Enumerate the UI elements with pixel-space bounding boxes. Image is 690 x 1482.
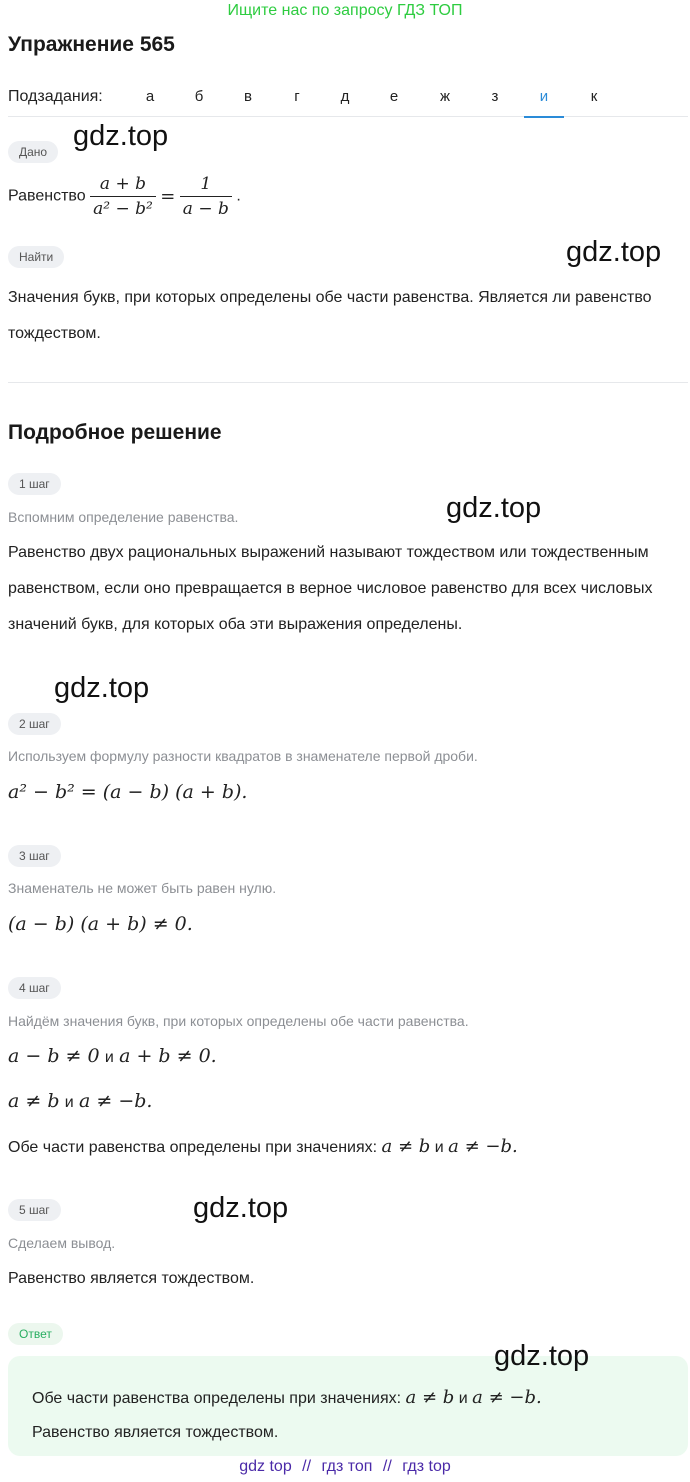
fraction-right [180, 172, 232, 221]
conj-and: и [104, 1049, 114, 1066]
footer-link-3[interactable]: гдз top [402, 1458, 451, 1475]
conj-and: и [64, 1094, 74, 1111]
answer-text: Обе части равенства определены при значениях: [32, 1390, 402, 1407]
footer-sep-1: // [302, 1458, 312, 1475]
tab-z[interactable]: з [491, 88, 499, 105]
answer-line-1 [32, 1387, 542, 1408]
conj-and: и [458, 1390, 468, 1407]
given-equation [8, 172, 241, 221]
step-4-hint: Найдём значения букв, при которых определены обе части равенства. [8, 1013, 469, 1029]
tab-e[interactable]: е [389, 88, 399, 105]
tab-g[interactable]: г [294, 88, 300, 105]
step-3-formula: (a − b) (a + b) ≠ 0. [8, 913, 193, 935]
find-text: Значения букв, при которых определены обе части равенства. Является ли равенство тождеством. [8, 289, 652, 342]
condition-1-b: a + b ≠ 0. [119, 1045, 217, 1067]
step-4-pill: 4 шаг [8, 977, 61, 999]
step-3-pill: 3 шаг [8, 845, 61, 867]
fraction-right-denominator: a − b [182, 199, 229, 219]
find-pill: Найти [8, 246, 64, 268]
step-5-text: Равенство является тождеством. [8, 1270, 255, 1287]
watermark: gdz.top [446, 492, 542, 524]
footer-links [0, 1458, 690, 1476]
conj-and: и [434, 1139, 444, 1156]
subtasks-label: Подзадания: [8, 88, 103, 105]
footer-link-2[interactable]: гдз топ [321, 1458, 373, 1475]
watermark: gdz.top [54, 672, 150, 704]
conclusion-text: Обе части равенства определены при значениях: [8, 1139, 378, 1156]
section-divider [8, 382, 688, 383]
watermark: gdz.top [73, 120, 169, 152]
given-prefix: Равенство [8, 187, 86, 205]
step-4-condition-1 [8, 1045, 217, 1068]
step-1-hint: Вспомним определение равенства. [8, 509, 239, 525]
answer-b: a ≠ −b. [472, 1387, 542, 1408]
step-1-pill: 1 шаг [8, 473, 61, 495]
step-2-hint: Используем формулу разности квадратов в знаменателе первой дроби. [8, 748, 478, 764]
tab-b[interactable]: б [194, 88, 204, 105]
fraction-left [90, 172, 156, 221]
tab-a[interactable]: а [145, 88, 155, 105]
tab-v[interactable]: в [244, 88, 252, 105]
condition-1-a: a − b ≠ 0 [8, 1045, 100, 1067]
step-5-pill: 5 шаг [8, 1199, 61, 1221]
watermark: gdz.top [193, 1192, 289, 1224]
step-4-condition-2 [8, 1090, 152, 1113]
answer-a: a ≠ b [405, 1387, 455, 1408]
page-title: Упражнение 565 [8, 33, 175, 56]
subtask-tabs [8, 86, 688, 117]
top-banner: Ищите нас по запросу ГДЗ ТОП [227, 2, 463, 19]
fraction-left-numerator: a + b [90, 172, 156, 197]
watermark: gdz.top [494, 1340, 590, 1372]
step-2-formula: a² − b² = (a − b) (a + b). [8, 781, 248, 803]
watermark: gdz.top [566, 236, 662, 268]
conclusion-b: a ≠ −b. [448, 1136, 518, 1157]
answer-line-2: Равенство является тождеством. [32, 1424, 279, 1441]
fraction-left-denominator: a² − b² [93, 199, 153, 219]
step-2-pill: 2 шаг [8, 713, 61, 735]
condition-2-b: a ≠ −b. [79, 1090, 153, 1112]
tab-zh[interactable]: ж [439, 88, 451, 105]
equals-sign: = [160, 186, 176, 207]
solution-title: Подробное решение [8, 421, 222, 444]
given-period: . [236, 187, 241, 205]
step-1-text: Равенство двух рациональных выражений называют тождеством или тождественным равенством, если оно превращается в верное числовое равенство для всех числовых значений букв, для которых оба эти выражения определены. [8, 544, 653, 633]
given-pill: Дано [8, 141, 58, 163]
condition-2-a: a ≠ b [8, 1090, 60, 1112]
step-4-conclusion [8, 1136, 518, 1157]
tab-k[interactable]: к [590, 88, 598, 105]
answer-pill: Ответ [8, 1323, 63, 1345]
footer-link-1[interactable]: gdz top [239, 1458, 292, 1475]
tab-i[interactable]: и [524, 88, 564, 118]
tab-d[interactable]: д [340, 88, 350, 105]
step-3-hint: Знаменатель не может быть равен нулю. [8, 880, 277, 896]
fraction-right-numerator: 1 [180, 172, 232, 197]
step-5-hint: Сделаем вывод. [8, 1235, 116, 1251]
conclusion-a: a ≠ b [381, 1136, 431, 1157]
footer-sep-2: // [382, 1458, 392, 1475]
